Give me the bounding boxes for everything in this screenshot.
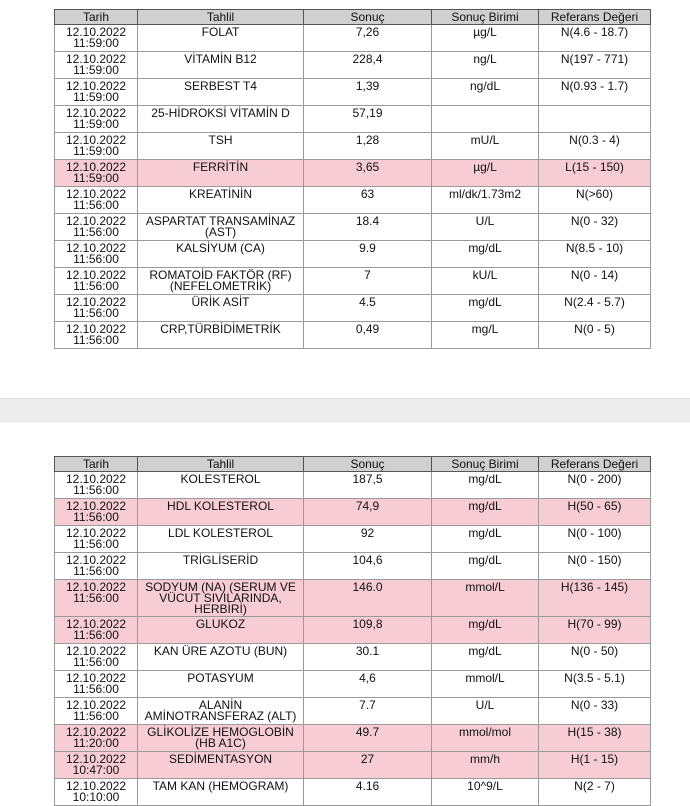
cell-unit: ml/dk/1.73m2 bbox=[432, 187, 539, 214]
time-text: 11:56:00 bbox=[73, 655, 119, 669]
header-date: Tarih bbox=[55, 457, 138, 472]
cell-result: 228,4 bbox=[304, 52, 432, 79]
cell-test: TRİGLİSERİD bbox=[138, 553, 304, 580]
cell-result: 7.7 bbox=[304, 698, 432, 725]
cell-test: ASPARTAT TRANSAMİNAZ (AST) bbox=[138, 214, 304, 241]
cell-date bbox=[55, 472, 138, 499]
date-text: 12.10.2022 bbox=[65, 472, 127, 486]
time-text: 10:47:00 bbox=[72, 763, 120, 777]
date-text: 12.10.2022 bbox=[65, 79, 127, 93]
cell-test: KREATİNİN bbox=[138, 187, 304, 214]
cell-date bbox=[55, 106, 138, 133]
date-text: 12.10.2022 bbox=[65, 295, 127, 309]
cell-result: 187,5 bbox=[304, 472, 432, 499]
cell-result: 109,8 bbox=[304, 617, 432, 644]
header-reference: Referans Değeri bbox=[539, 457, 651, 472]
time-text: 11:20:00 bbox=[73, 736, 119, 750]
cell-result: 27 bbox=[304, 752, 432, 779]
cell-result: 4.16 bbox=[304, 779, 432, 806]
header-result: Sonuç bbox=[304, 457, 432, 472]
cell-result: 18.4 bbox=[304, 214, 432, 241]
date-text: 12.10.2022 bbox=[65, 268, 127, 282]
cell-result: 146.0 bbox=[304, 580, 432, 617]
table-row bbox=[55, 779, 651, 806]
date-text: 12.10.2022 bbox=[65, 725, 127, 739]
header-result: Sonuç bbox=[304, 10, 432, 25]
cell-reference: H(70 - 99) bbox=[539, 617, 651, 644]
cell-result: 92 bbox=[304, 526, 432, 553]
header-unit: Sonuç Birimi bbox=[432, 457, 539, 472]
cell-date bbox=[55, 79, 138, 106]
table-row bbox=[55, 79, 651, 106]
table-row bbox=[55, 725, 651, 752]
header-test: Tahlil bbox=[138, 10, 304, 25]
date-text: 12.10.2022 bbox=[65, 322, 127, 336]
date-text: 12.10.2022 bbox=[65, 241, 127, 255]
time-text: 11:56:00 bbox=[73, 709, 119, 723]
cell-test: CRP,TÜRBİDİMETRİK bbox=[138, 322, 304, 349]
cell-test: ALANİN AMİNOTRANSFERAZ (ALT) bbox=[138, 698, 304, 725]
table-row bbox=[55, 268, 651, 295]
date-text: 12.10.2022 bbox=[65, 553, 127, 567]
cell-test: SEDİMENTASYON bbox=[138, 752, 304, 779]
cell-unit: mg/dL bbox=[432, 644, 539, 671]
date-text: 12.10.2022 bbox=[65, 214, 127, 228]
cell-unit: mmol/mol bbox=[432, 725, 539, 752]
cell-unit: mm/h bbox=[432, 752, 539, 779]
cell-unit: mg/dL bbox=[432, 526, 539, 553]
cell-result: 57,19 bbox=[304, 106, 432, 133]
cell-result: 63 bbox=[304, 187, 432, 214]
time-text: 11:56:00 bbox=[73, 252, 119, 266]
cell-date bbox=[55, 25, 138, 52]
time-text: 11:59:00 bbox=[73, 144, 119, 158]
header-date: Tarih bbox=[55, 10, 138, 25]
cell-reference: H(15 - 38) bbox=[539, 725, 651, 752]
cell-result: 7 bbox=[304, 268, 432, 295]
table-row bbox=[55, 580, 651, 617]
table-row bbox=[55, 526, 651, 553]
date-text: 12.10.2022 bbox=[65, 160, 127, 174]
cell-reference: N(2.4 - 5.7) bbox=[539, 295, 651, 322]
cell-unit: mg/L bbox=[432, 322, 539, 349]
cell-unit: mg/dL bbox=[432, 617, 539, 644]
table-row bbox=[55, 322, 651, 349]
cell-test: POTASYUM bbox=[138, 671, 304, 698]
cell-date bbox=[55, 322, 138, 349]
lab-results-table-2 bbox=[54, 456, 651, 806]
cell-reference: N(0 - 150) bbox=[539, 553, 651, 580]
table-row bbox=[55, 644, 651, 671]
cell-reference: N(0.93 - 1.7) bbox=[539, 79, 651, 106]
cell-test: KAN ÜRE AZOTU (BUN) bbox=[138, 644, 304, 671]
cell-result: 49.7 bbox=[304, 725, 432, 752]
time-text: 11:56:00 bbox=[73, 510, 119, 524]
date-text: 12.10.2022 bbox=[65, 106, 127, 120]
cell-date bbox=[55, 671, 138, 698]
cell-date bbox=[55, 725, 138, 752]
table-row bbox=[55, 671, 651, 698]
cell-test: HDL KOLESTEROL bbox=[138, 499, 304, 526]
time-text: 11:56:00 bbox=[73, 279, 119, 293]
date-text: 12.10.2022 bbox=[65, 25, 127, 39]
cell-unit: U/L bbox=[432, 698, 539, 725]
table-row bbox=[55, 187, 651, 214]
cell-test: 25-HİDROKSİ VİTAMİN D bbox=[138, 106, 304, 133]
cell-date bbox=[55, 499, 138, 526]
cell-unit: mg/dL bbox=[432, 241, 539, 268]
cell-date bbox=[55, 214, 138, 241]
cell-test: FERRİTİN bbox=[138, 160, 304, 187]
header-test: Tahlil bbox=[138, 457, 304, 472]
date-text: 12.10.2022 bbox=[65, 698, 127, 712]
cell-reference: N(0 - 14) bbox=[539, 268, 651, 295]
cell-date bbox=[55, 644, 138, 671]
cell-unit: µg/L bbox=[432, 25, 539, 52]
time-text: 11:56:00 bbox=[73, 537, 119, 551]
table-row bbox=[55, 133, 651, 160]
cell-result: 9.9 bbox=[304, 241, 432, 268]
cell-date bbox=[55, 580, 138, 617]
cell-result: 1,28 bbox=[304, 133, 432, 160]
cell-date bbox=[55, 752, 138, 779]
cell-date bbox=[55, 241, 138, 268]
table-row bbox=[55, 106, 651, 133]
cell-reference: H(1 - 15) bbox=[539, 752, 651, 779]
cell-unit: U/L bbox=[432, 214, 539, 241]
cell-reference: N(2 - 7) bbox=[539, 779, 651, 806]
cell-unit: mg/dL bbox=[432, 499, 539, 526]
cell-unit: ng/dL bbox=[432, 79, 539, 106]
date-text: 12.10.2022 bbox=[65, 499, 127, 513]
cell-test: TAM KAN (HEMOGRAM) bbox=[138, 779, 304, 806]
cell-result: 0,49 bbox=[304, 322, 432, 349]
time-text: 11:56:00 bbox=[73, 198, 119, 212]
time-text: 11:59:00 bbox=[73, 117, 119, 131]
header-unit: Sonuç Birimi bbox=[432, 10, 539, 25]
cell-date bbox=[55, 187, 138, 214]
time-text: 11:56:00 bbox=[73, 591, 119, 605]
time-text: 11:56:00 bbox=[73, 564, 119, 578]
cell-date bbox=[55, 698, 138, 725]
cell-reference: N(0 - 5) bbox=[539, 322, 651, 349]
date-text: 12.10.2022 bbox=[65, 580, 127, 594]
cell-test: ÜRİK ASİT bbox=[138, 295, 304, 322]
time-text: 11:56:00 bbox=[73, 225, 119, 239]
cell-result: 7,26 bbox=[304, 25, 432, 52]
table-row bbox=[55, 499, 651, 526]
cell-reference: N(0 - 50) bbox=[539, 644, 651, 671]
time-text: 11:56:00 bbox=[73, 682, 119, 696]
cell-reference: N(>60) bbox=[539, 187, 651, 214]
cell-date bbox=[55, 52, 138, 79]
cell-unit: kU/L bbox=[432, 268, 539, 295]
cell-test: ROMATOİD FAKTÖR (RF) (NEFELOMETRİK) bbox=[138, 268, 304, 295]
cell-test: KOLESTEROL bbox=[138, 472, 304, 499]
cell-date bbox=[55, 526, 138, 553]
table-row bbox=[55, 553, 651, 580]
cell-test: SODYUM (NA) (SERUM VE VÜCUT SIVILARINDA, HERBİRİ) bbox=[138, 580, 304, 617]
date-text: 12.10.2022 bbox=[65, 617, 127, 631]
time-text: 11:56:00 bbox=[73, 628, 119, 642]
cell-unit: µg/L bbox=[432, 160, 539, 187]
table-row bbox=[55, 52, 651, 79]
date-text: 12.10.2022 bbox=[65, 779, 127, 793]
time-text: 11:56:00 bbox=[73, 333, 119, 347]
cell-result: 30.1 bbox=[304, 644, 432, 671]
date-text: 12.10.2022 bbox=[65, 52, 127, 66]
cell-result: 4,6 bbox=[304, 671, 432, 698]
cell-reference: H(50 - 65) bbox=[539, 499, 651, 526]
cell-reference: L(15 - 150) bbox=[539, 160, 651, 187]
cell-reference: N(0 - 200) bbox=[539, 472, 651, 499]
cell-reference: N(0 - 100) bbox=[539, 526, 651, 553]
cell-result: 104,6 bbox=[304, 553, 432, 580]
page-separator bbox=[0, 398, 690, 422]
cell-reference: N(0 - 33) bbox=[539, 698, 651, 725]
cell-reference: H(136 - 145) bbox=[539, 580, 651, 617]
time-text: 11:56:00 bbox=[73, 483, 119, 497]
cell-test: GLİKOLİZE HEMOGLOBİN (HB A1C) bbox=[138, 725, 304, 752]
table-header-row bbox=[55, 457, 651, 472]
cell-test: GLUKOZ bbox=[138, 617, 304, 644]
cell-date bbox=[55, 779, 138, 806]
time-text: 11:59:00 bbox=[73, 36, 119, 50]
table-row bbox=[55, 214, 651, 241]
table-row bbox=[55, 241, 651, 268]
cell-unit: mmol/L bbox=[432, 580, 539, 617]
cell-date bbox=[55, 617, 138, 644]
cell-unit: mU/L bbox=[432, 133, 539, 160]
time-text: 11:59:00 bbox=[73, 63, 119, 77]
time-text: 10:10:00 bbox=[72, 790, 120, 804]
cell-unit: mmol/L bbox=[432, 671, 539, 698]
cell-unit: ng/L bbox=[432, 52, 539, 79]
time-text: 11:56:00 bbox=[73, 306, 119, 320]
cell-date bbox=[55, 133, 138, 160]
cell-reference: N(0 - 32) bbox=[539, 214, 651, 241]
cell-unit bbox=[432, 106, 539, 133]
cell-test: VİTAMİN B12 bbox=[138, 52, 304, 79]
cell-date bbox=[55, 295, 138, 322]
cell-result: 4.5 bbox=[304, 295, 432, 322]
cell-unit: mg/dL bbox=[432, 553, 539, 580]
table-row bbox=[55, 752, 651, 779]
header-reference: Referans Değeri bbox=[539, 10, 651, 25]
table-row bbox=[55, 698, 651, 725]
date-text: 12.10.2022 bbox=[65, 644, 127, 658]
cell-reference: N(4.6 - 18.7) bbox=[539, 25, 651, 52]
table-row bbox=[55, 617, 651, 644]
date-text: 12.10.2022 bbox=[65, 133, 127, 147]
cell-date bbox=[55, 553, 138, 580]
lab-results-table-1 bbox=[54, 9, 651, 349]
date-text: 12.10.2022 bbox=[65, 671, 127, 685]
date-text: 12.10.2022 bbox=[65, 752, 127, 766]
cell-reference: N(0.3 - 4) bbox=[539, 133, 651, 160]
cell-test: TSH bbox=[138, 133, 304, 160]
cell-reference: N(197 - 771) bbox=[539, 52, 651, 79]
table-row bbox=[55, 295, 651, 322]
cell-result: 1,39 bbox=[304, 79, 432, 106]
cell-reference: N(8.5 - 10) bbox=[539, 241, 651, 268]
cell-reference: N(3.5 - 5.1) bbox=[539, 671, 651, 698]
time-text: 11:59:00 bbox=[73, 90, 119, 104]
cell-result: 3,65 bbox=[304, 160, 432, 187]
cell-date bbox=[55, 268, 138, 295]
cell-test: FOLAT bbox=[138, 25, 304, 52]
cell-test: KALSİYUM (CA) bbox=[138, 241, 304, 268]
cell-date bbox=[55, 160, 138, 187]
cell-reference bbox=[539, 106, 651, 133]
cell-test: SERBEST T4 bbox=[138, 79, 304, 106]
table-row bbox=[55, 160, 651, 187]
date-text: 12.10.2022 bbox=[65, 526, 127, 540]
cell-unit: 10^9/L bbox=[432, 779, 539, 806]
table-row bbox=[55, 472, 651, 499]
cell-result: 74,9 bbox=[304, 499, 432, 526]
time-text: 11:59:00 bbox=[73, 171, 119, 185]
cell-test: LDL KOLESTEROL bbox=[138, 526, 304, 553]
table-header-row bbox=[55, 10, 651, 25]
cell-unit: mg/dL bbox=[432, 295, 539, 322]
date-text: 12.10.2022 bbox=[65, 187, 127, 201]
table-row bbox=[55, 25, 651, 52]
cell-unit: mg/dL bbox=[432, 472, 539, 499]
